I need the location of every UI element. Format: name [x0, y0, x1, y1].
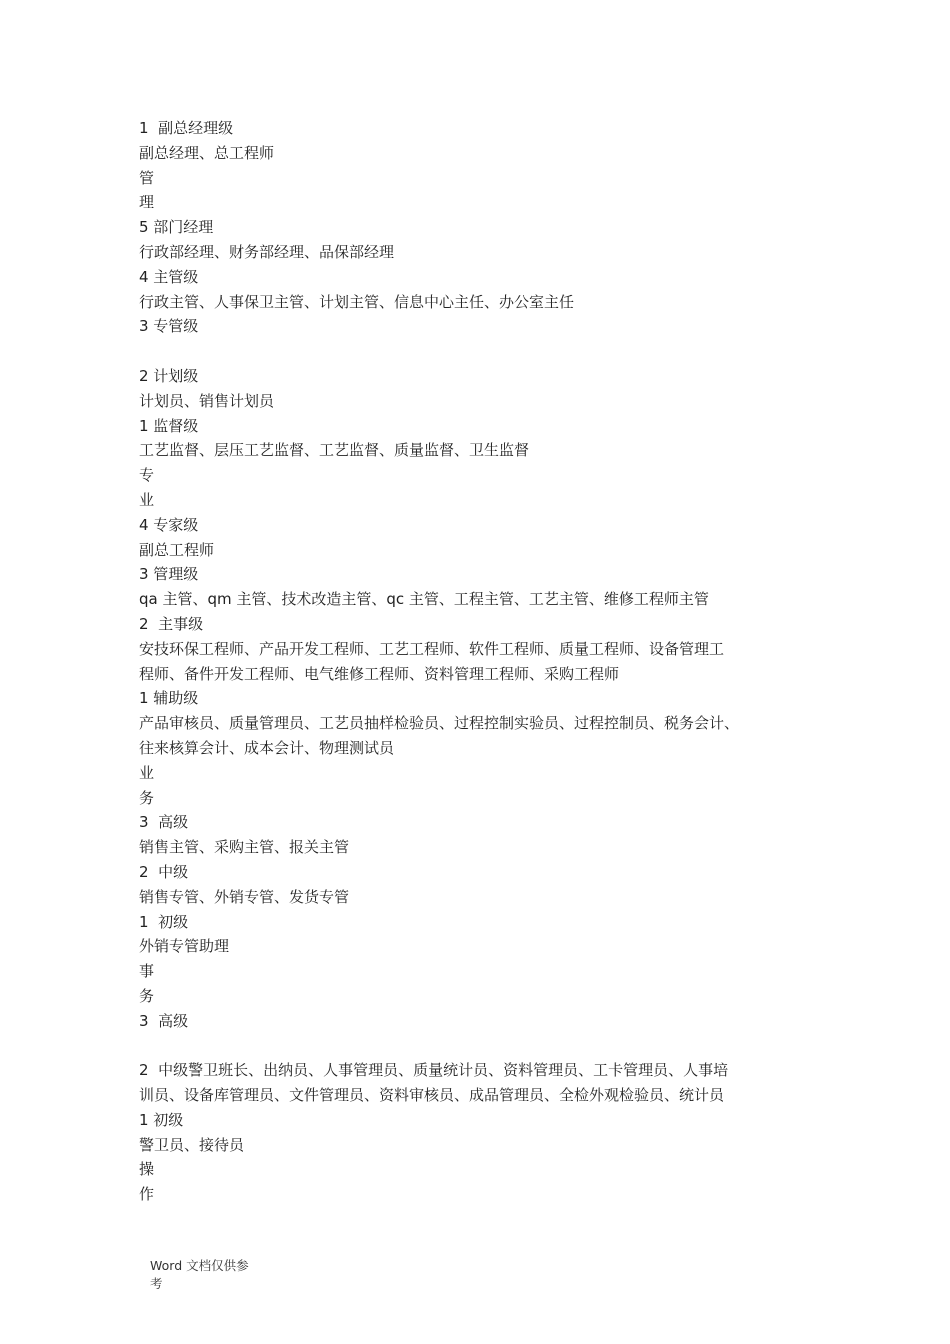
text-line: 2 中级警卫班长、出纳员、人事管理员、质量统计员、资料管理员、工卡管理员、人事培 — [139, 1061, 729, 1080]
text-line: 理 — [139, 193, 155, 212]
text-line: 2 中级 — [139, 862, 189, 881]
text-line: 1 初级 — [139, 1110, 184, 1129]
text-line: 3 管理级 — [139, 565, 199, 584]
text-line: 业 — [139, 763, 155, 782]
text-line: 2 主事级 — [139, 614, 204, 633]
text-line: 程师、备件开发工程师、电气维修工程师、资料管理工程师、采购工程师 — [139, 664, 620, 683]
text-line: 5 部门经理 — [139, 218, 214, 237]
text-line: 3 高级 — [139, 813, 189, 832]
text-line: 产品审核员、质量管理员、工艺员抽样检验员、过程控制实验员、过程控制员、税务会计、 — [139, 714, 740, 733]
footer-line: Word 文档仅供参 — [150, 1258, 249, 1273]
text-line: 务 — [139, 788, 155, 807]
text-line: 专 — [139, 466, 155, 485]
text-line: 行政部经理、财务部经理、品保部经理 — [139, 242, 395, 261]
blank-line — [139, 339, 829, 364]
text-line: 销售专管、外销专管、发货专管 — [139, 887, 350, 906]
text-line: 4 专家级 — [139, 515, 199, 534]
text-line: 副总工程师 — [139, 540, 215, 559]
page-footer — [150, 1257, 270, 1293]
text-line: 往来核算会计、成本会计、物理测试员 — [139, 738, 395, 757]
text-line: 操 — [139, 1160, 155, 1179]
text-line: 安技环保工程师、产品开发工程师、工艺工程师、软件工程师、质量工程师、设备管理工 — [139, 639, 725, 658]
text-line: 外销专管助理 — [139, 937, 230, 956]
text-line: 1 副总经理级 — [139, 119, 234, 137]
text-line: 3 专管级 — [139, 317, 199, 336]
text-line: 1 监督级 — [139, 416, 199, 435]
text-line: 管 — [139, 168, 155, 187]
text-line: qa 主管、qm 主管、技术改造主管、qc 主管、工程主管、工艺主管、维修工程师主管 — [139, 590, 709, 609]
footer-line: 考 — [150, 1276, 163, 1291]
text-line: 事 — [139, 962, 155, 981]
text-line: 销售主管、采购主管、报关主管 — [139, 838, 350, 857]
text-line: 1 辅助级 — [139, 689, 199, 708]
text-line: 2 计划级 — [139, 366, 199, 385]
text-line: 4 主管级 — [139, 267, 199, 286]
text-line: 训员、设备库管理员、文件管理员、资料审核员、成品管理员、全检外观检验员、统计员 — [139, 1086, 725, 1105]
document-body — [139, 116, 829, 1207]
text-line: 3 高级 — [139, 1011, 189, 1030]
text-line: 1 初级 — [139, 912, 189, 931]
text-line: 计划员、销售计划员 — [139, 391, 275, 410]
text-line: 工艺监督、层压工艺监督、工艺监督、质量监督、卫生监督 — [139, 441, 530, 460]
text-line: 警卫员、接待员 — [139, 1135, 245, 1154]
text-line: 作 — [139, 1185, 155, 1204]
text-line: 业 — [139, 490, 155, 509]
blank-line — [139, 1033, 829, 1058]
text-line: 务 — [139, 986, 155, 1005]
text-line: 副总经理、总工程师 — [139, 143, 275, 162]
text-line: 行政主管、人事保卫主管、计划主管、信息中心主任、办公室主任 — [139, 292, 575, 311]
